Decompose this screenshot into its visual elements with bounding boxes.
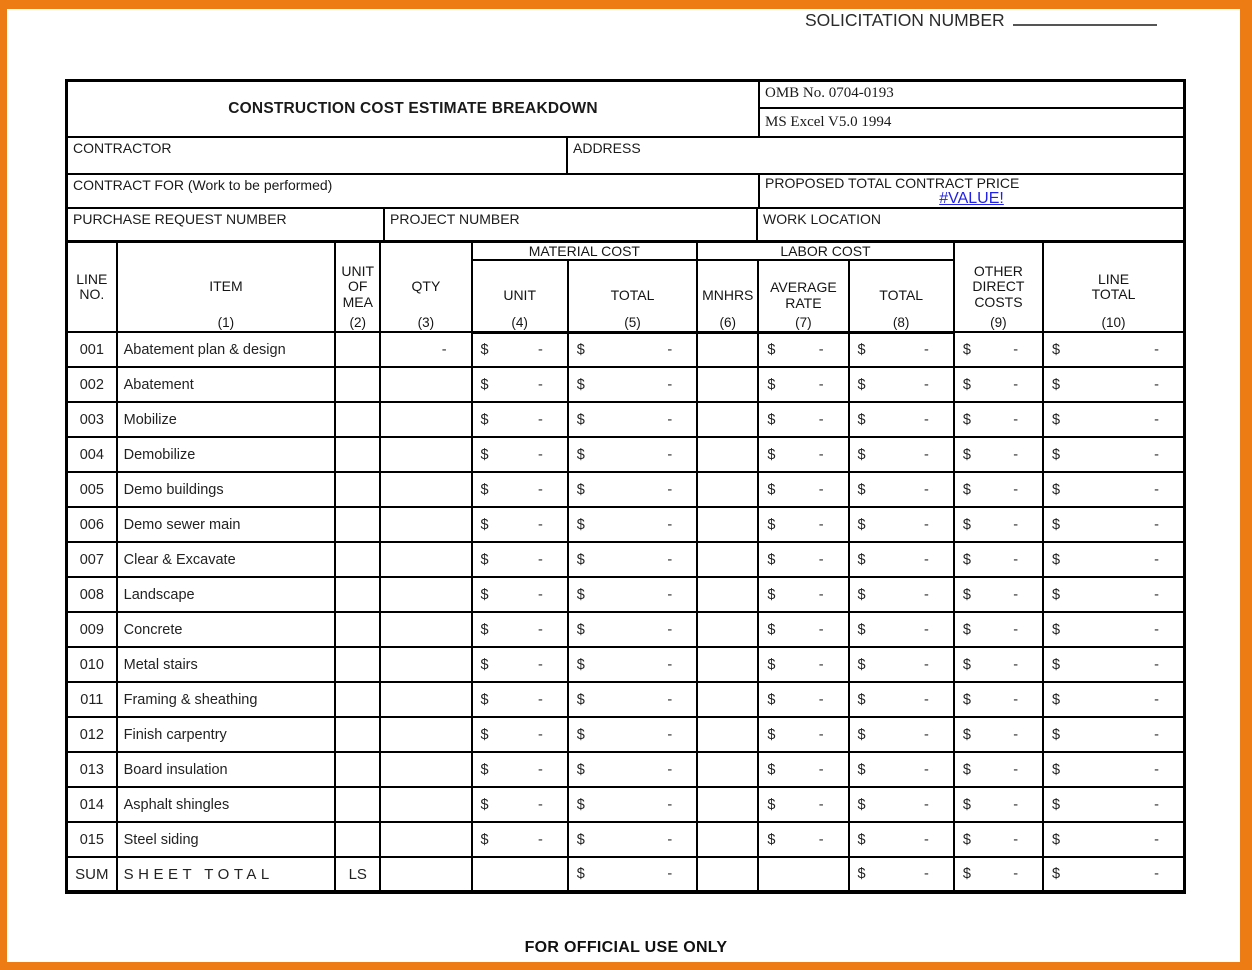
cell-item: Finish carpentry [117,717,336,752]
cell-line_total: $ - [1043,437,1184,472]
cell-mat_total: $ - [568,822,697,857]
cell-mat_unit: $ - [472,507,568,542]
cell-mat_total: $ - [568,717,697,752]
table-row [67,472,1185,507]
cell-qty: - [380,332,471,367]
cell-other: $ - [954,542,1043,577]
cell-mnhrs [697,717,758,752]
cell-mnhrs [697,612,758,647]
cell-avg_rate [758,857,848,892]
cell-qty [380,822,471,857]
footer-notice: FOR OFFICIAL USE ONLY [524,939,728,956]
cell-no: 004 [67,437,117,472]
cell-mat_unit: $ - [472,577,568,612]
cell-line_total: $ - [1043,367,1184,402]
cell-avg_rate: $ - [758,717,848,752]
sum-row [67,857,1185,892]
cell-qty [380,507,471,542]
cell-mat_unit: $ - [472,542,568,577]
cell-mat_total: $ - [568,437,697,472]
cell-labor_total: $ - [849,332,954,367]
cell-mat_total: $ - [568,752,697,787]
cell-mat_total: $ - [568,402,697,437]
header-labor-total: TOTAL (8) [849,260,954,332]
cell-mat_total: $ - [568,332,697,367]
cell-mnhrs [697,577,758,612]
cell-qty [380,857,471,892]
cell-qty [380,577,471,612]
cell-item: Asphalt shingles [117,787,336,822]
cell-mnhrs [697,402,758,437]
table-row [67,437,1185,472]
table-row [67,577,1185,612]
cell-labor_total: $ - [849,647,954,682]
cell-line_total: $ - [1043,472,1184,507]
cell-item: Demobilize [117,437,336,472]
table-row [67,402,1185,437]
table-row [67,822,1185,857]
cell-line_total: $ - [1043,787,1184,822]
cell-qty [380,682,471,717]
cell-labor_total: $ - [849,437,954,472]
cell-other: $ - [954,507,1043,542]
cell-avg_rate: $ - [758,507,848,542]
cell-mnhrs [697,437,758,472]
cell-avg_rate: $ - [758,647,848,682]
proposed-price-label: PROPOSED TOTAL CONTRACT PRICE [765,175,1020,191]
cell-unit_mea [335,682,380,717]
cell-mnhrs [697,752,758,787]
table-row [67,752,1185,787]
cell-mat_unit: $ - [472,682,568,717]
cost-table [65,240,1186,894]
cell-item: Landscape [117,577,336,612]
header-other-direct-costs: OTHER DIRECT COSTS (9) [954,242,1043,333]
cell-unit_mea [335,402,380,437]
cell-mnhrs [697,822,758,857]
cell-avg_rate: $ - [758,472,848,507]
cell-item: Concrete [117,612,336,647]
cell-mnhrs [697,542,758,577]
cell-mat_unit: $ - [472,612,568,647]
cell-mnhrs [697,647,758,682]
table-row [67,717,1185,752]
cell-mat_total: $ - [568,472,697,507]
cell-qty [380,472,471,507]
cell-avg_rate: $ - [758,332,848,367]
proposed-price-value: #VALUE! [939,190,1004,207]
contractor-cell [68,138,568,173]
address-cell [568,138,1183,173]
cell-no: SUM [67,857,117,892]
cell-avg_rate: $ - [758,437,848,472]
cell-other: $ - [954,787,1043,822]
cell-unit_mea [335,787,380,822]
cell-item: Abatement plan & design [117,332,336,367]
cell-labor_total: $ - [849,367,954,402]
work-location-label: WORK LOCATION [763,211,881,227]
cell-other: $ - [954,577,1043,612]
cell-other: $ - [954,402,1043,437]
cell-no: 005 [67,472,117,507]
cost-table-body [67,332,1185,892]
cell-mnhrs [697,857,758,892]
cell-other: $ - [954,367,1043,402]
cell-mat_unit: $ - [472,787,568,822]
cell-item: Demo sewer main [117,507,336,542]
cell-other: $ - [954,682,1043,717]
cell-item: Mobilize [117,402,336,437]
cell-other: $ - [954,822,1043,857]
purchase-request-cell [68,209,385,240]
cell-line_total: $ - [1043,682,1184,717]
cell-mat_total: $ - [568,682,697,717]
cell-unit_mea [335,612,380,647]
cell-qty [380,367,471,402]
solicitation-number-line [1013,10,1157,26]
form-title: CONSTRUCTION COST ESTIMATE BREAKDOWN [68,82,760,136]
header-line-total: LINE TOTAL (10) [1043,242,1184,333]
cell-other: $ - [954,332,1043,367]
cell-unit_mea [335,717,380,752]
cell-mnhrs [697,787,758,822]
table-row [67,507,1185,542]
cell-no: 012 [67,717,117,752]
cell-other: $ - [954,857,1043,892]
cell-unit_mea [335,542,380,577]
cell-item: Steel siding [117,822,336,857]
header-material-cost-group: MATERIAL COST [472,242,698,261]
cell-mat_total: $ - [568,507,697,542]
cell-mnhrs [697,332,758,367]
cell-labor_total: $ - [849,857,954,892]
table-row [67,682,1185,717]
solicitation-number-label: SOLICITATION NUMBER [805,10,1005,30]
purchase-request-label: PURCHASE REQUEST NUMBER [73,211,287,227]
table-row [67,647,1185,682]
header-labor-cost-group: LABOR COST [697,242,954,261]
cell-line_total: $ - [1043,752,1184,787]
cell-item: Framing & sheathing [117,682,336,717]
cell-mnhrs [697,367,758,402]
cell-item: Abatement [117,367,336,402]
cell-avg_rate: $ - [758,752,848,787]
cell-labor_total: $ - [849,822,954,857]
cell-unit_mea [335,577,380,612]
cell-line_total: $ - [1043,857,1184,892]
cell-qty [380,752,471,787]
cell-avg_rate: $ - [758,682,848,717]
header-unit-of-measure: UNIT OF MEA (2) [335,242,380,333]
cell-labor_total: $ - [849,472,954,507]
table-row [67,787,1185,822]
cell-labor_total: $ - [849,682,954,717]
cell-labor_total: $ - [849,787,954,822]
cell-item: Clear & Excavate [117,542,336,577]
cell-mat_unit: $ - [472,367,568,402]
cell-line_total: $ - [1043,717,1184,752]
cell-mat_total: $ - [568,647,697,682]
cell-qty [380,717,471,752]
cell-no: 002 [67,367,117,402]
cell-mat_unit: $ - [472,437,568,472]
table-row [67,367,1185,402]
cell-mat_unit [472,857,568,892]
cell-other: $ - [954,437,1043,472]
cell-mat_unit: $ - [472,822,568,857]
cell-mat_unit: $ - [472,647,568,682]
excel-version: MS Excel V5.0 1994 [765,114,892,130]
numbers-location-row [68,207,1183,240]
cell-line_total: $ - [1043,402,1184,437]
cell-no: 008 [67,577,117,612]
cell-mnhrs [697,682,758,717]
cell-avg_rate: $ - [758,577,848,612]
cell-mat_total: $ - [568,857,697,892]
cell-no: 014 [67,787,117,822]
cell-item: Board insulation [117,752,336,787]
work-location-cell [758,209,1183,240]
cell-mat_unit: $ - [472,752,568,787]
cell-no: 015 [67,822,117,857]
cell-no: 010 [67,647,117,682]
cell-item: Demo buildings [117,472,336,507]
cost-table-header [67,242,1185,333]
cell-item: SHEET TOTAL [117,857,336,892]
cell-no: 011 [67,682,117,717]
cell-labor_total: $ - [849,752,954,787]
header-material-total: TOTAL (5) [568,260,697,332]
cell-mat_total: $ - [568,577,697,612]
header-mnhrs: MNHRS (6) [697,260,758,332]
cell-avg_rate: $ - [758,612,848,647]
table-row [67,612,1185,647]
table-row [67,332,1185,367]
cell-unit_mea [335,752,380,787]
cell-unit_mea: LS [335,857,380,892]
form-header [65,79,1186,240]
cell-line_total: $ - [1043,542,1184,577]
cell-other: $ - [954,717,1043,752]
cell-line_total: $ - [1043,647,1184,682]
cell-unit_mea [335,822,380,857]
cell-mnhrs [697,472,758,507]
contractor-address-row [68,136,1183,173]
cell-avg_rate: $ - [758,402,848,437]
omb-number: OMB No. 0704-0193 [760,82,1183,109]
cell-avg_rate: $ - [758,822,848,857]
cell-other: $ - [954,647,1043,682]
cell-unit_mea [335,472,380,507]
cell-line_total: $ - [1043,332,1184,367]
form-title-row [68,82,1183,136]
cell-no: 003 [67,402,117,437]
contractor-label: CONTRACTOR [73,140,172,156]
cell-line_total: $ - [1043,612,1184,647]
cell-mat_unit: $ - [472,332,568,367]
table-row [67,542,1185,577]
cell-labor_total: $ - [849,542,954,577]
address-label: ADDRESS [573,140,641,156]
cell-mat_unit: $ - [472,472,568,507]
header-item: ITEM (1) [117,242,336,333]
contract-for-label: CONTRACT FOR (Work to be performed) [73,177,333,193]
cell-mat_unit: $ - [472,402,568,437]
cell-mat_total: $ - [568,787,697,822]
cell-avg_rate: $ - [758,367,848,402]
header-line-no: LINE NO. [67,242,117,333]
cell-line_total: $ - [1043,822,1184,857]
proposed-price-cell [760,175,1183,207]
cell-no: 009 [67,612,117,647]
cell-unit_mea [335,437,380,472]
contract-for-cell [68,175,760,207]
header-material-unit: UNIT (4) [472,260,568,332]
cell-item: Metal stairs [117,647,336,682]
cell-no: 007 [67,542,117,577]
cell-unit_mea [335,507,380,542]
cell-no: 013 [67,752,117,787]
cell-labor_total: $ - [849,577,954,612]
cell-unit_mea [335,367,380,402]
cell-mat_unit: $ - [472,717,568,752]
header-average-rate: AVERAGE RATE (7) [758,260,848,332]
cell-qty [380,542,471,577]
omb-cell [760,82,1183,136]
cell-other: $ - [954,472,1043,507]
cell-unit_mea [335,647,380,682]
cell-mnhrs [697,507,758,542]
solicitation-number [805,10,1157,31]
cell-avg_rate: $ - [758,542,848,577]
cell-labor_total: $ - [849,402,954,437]
cell-qty [380,402,471,437]
cell-avg_rate: $ - [758,787,848,822]
cell-mat_total: $ - [568,367,697,402]
cell-line_total: $ - [1043,507,1184,542]
cell-no: 006 [67,507,117,542]
cell-other: $ - [954,612,1043,647]
cell-qty [380,647,471,682]
cell-labor_total: $ - [849,612,954,647]
cell-labor_total: $ - [849,717,954,752]
cell-mat_total: $ - [568,542,697,577]
contract-for-row [68,173,1183,207]
cell-mat_total: $ - [568,612,697,647]
cell-other: $ - [954,752,1043,787]
cell-unit_mea [335,332,380,367]
cell-qty [380,437,471,472]
header-qty: QTY (3) [380,242,471,333]
cell-qty [380,787,471,822]
cell-no: 001 [67,332,117,367]
project-number-cell [385,209,758,240]
cell-line_total: $ - [1043,577,1184,612]
cell-qty [380,612,471,647]
project-number-label: PROJECT NUMBER [390,211,520,227]
cell-labor_total: $ - [849,507,954,542]
